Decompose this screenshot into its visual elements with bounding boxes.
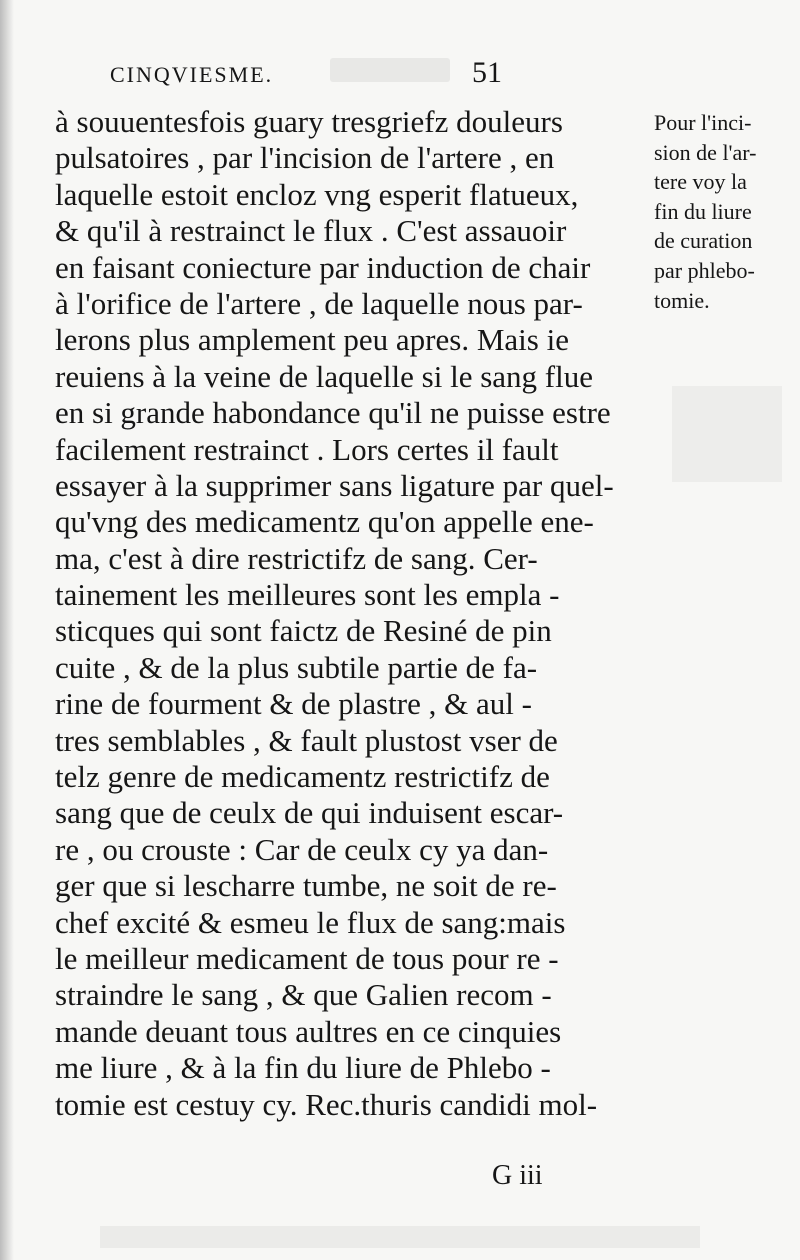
text-line: en si grande habondance qu'il ne puisse estre — [55, 395, 611, 431]
text-line: cuite , & de la plus subtile partie de fa- — [55, 649, 538, 685]
text-line: qu'vng des medicamentz qu'on appelle ene- — [55, 504, 594, 540]
marginal-note-line: tere voy la — [654, 169, 747, 195]
show-through-smudge — [100, 1226, 700, 1248]
marginal-note-line: fin du liure — [654, 198, 752, 224]
text-line: tomie est cestuy cy. Rec.thuris candidi mol- — [55, 1086, 598, 1122]
page-number: 51 — [472, 56, 502, 89]
marginal-note-line: par phlebo- — [654, 257, 755, 283]
running-head: CINQVIESME. — [110, 62, 274, 87]
text-line: sticques qui sont faictz de Resiné de pin — [55, 613, 552, 649]
text-line: laquelle estoit encloz vng esperit flatueux, — [55, 176, 579, 212]
show-through-smudge — [672, 386, 782, 482]
body-text — [55, 104, 650, 1123]
page-header — [90, 52, 510, 92]
text-line: rine de fourment & de plastre , & aul - — [55, 686, 532, 722]
marginal-note — [654, 108, 794, 315]
text-line: straindre le sang , & que Galien recom - — [55, 977, 552, 1013]
text-line: reuiens à la veine de laquelle si le sang flue — [55, 358, 593, 394]
text-line: tres semblables , & fault plustost vser de — [55, 722, 558, 758]
text-line: le meilleur medicament de tous pour re - — [55, 940, 559, 976]
text-line: facilement restrainct . Lors certes il fault — [55, 431, 559, 467]
text-line: mande deuant tous aultres en ce cinquies — [55, 1013, 562, 1049]
text-line: sang que de ceulx de qui induisent escar- — [55, 795, 564, 831]
text-line: telz genre de medicamentz restrictifz de — [55, 759, 550, 795]
text-line: re , ou crouste : Car de ceulx cy ya dan- — [55, 831, 549, 867]
text-line: & qu'il à restrainct le flux . C'est assauoir — [55, 213, 567, 249]
text-line: ger que si lescharre tumbe, ne soit de re- — [55, 868, 557, 904]
text-line: à l'orifice de l'artere , de laquelle nous par- — [55, 285, 583, 321]
marginal-note-line: tomie. — [654, 287, 710, 313]
marginal-note-line: sion de l'ar- — [654, 139, 757, 165]
text-line: à souuentesfois guary tresgriefz douleurs — [55, 104, 563, 139]
text-line: ma, c'est à dire restrictifz de sang. Cer- — [55, 540, 538, 576]
text-line: lerons plus amplement peu apres. Mais ie — [55, 322, 569, 358]
text-line: pulsatoires , par l'incision de l'artere , en — [55, 140, 555, 176]
text-line: tainement les meilleures sont les empla - — [55, 577, 560, 613]
marginal-note-line: Pour l'inci- — [654, 110, 752, 135]
page-gutter-shadow — [0, 0, 14, 1260]
text-line: essayer à la supprimer sans ligature par quel- — [55, 467, 614, 503]
text-line: en faisant coniecture par induction de chair — [55, 249, 591, 285]
text-line: me liure , & à la fin du liure de Phlebo - — [55, 1050, 551, 1086]
marginal-note-line: de curation — [654, 228, 753, 254]
catchword-signature: G iii — [492, 1160, 543, 1191]
text-line: chef excité & esmeu le flux de sang:mais — [55, 904, 566, 940]
